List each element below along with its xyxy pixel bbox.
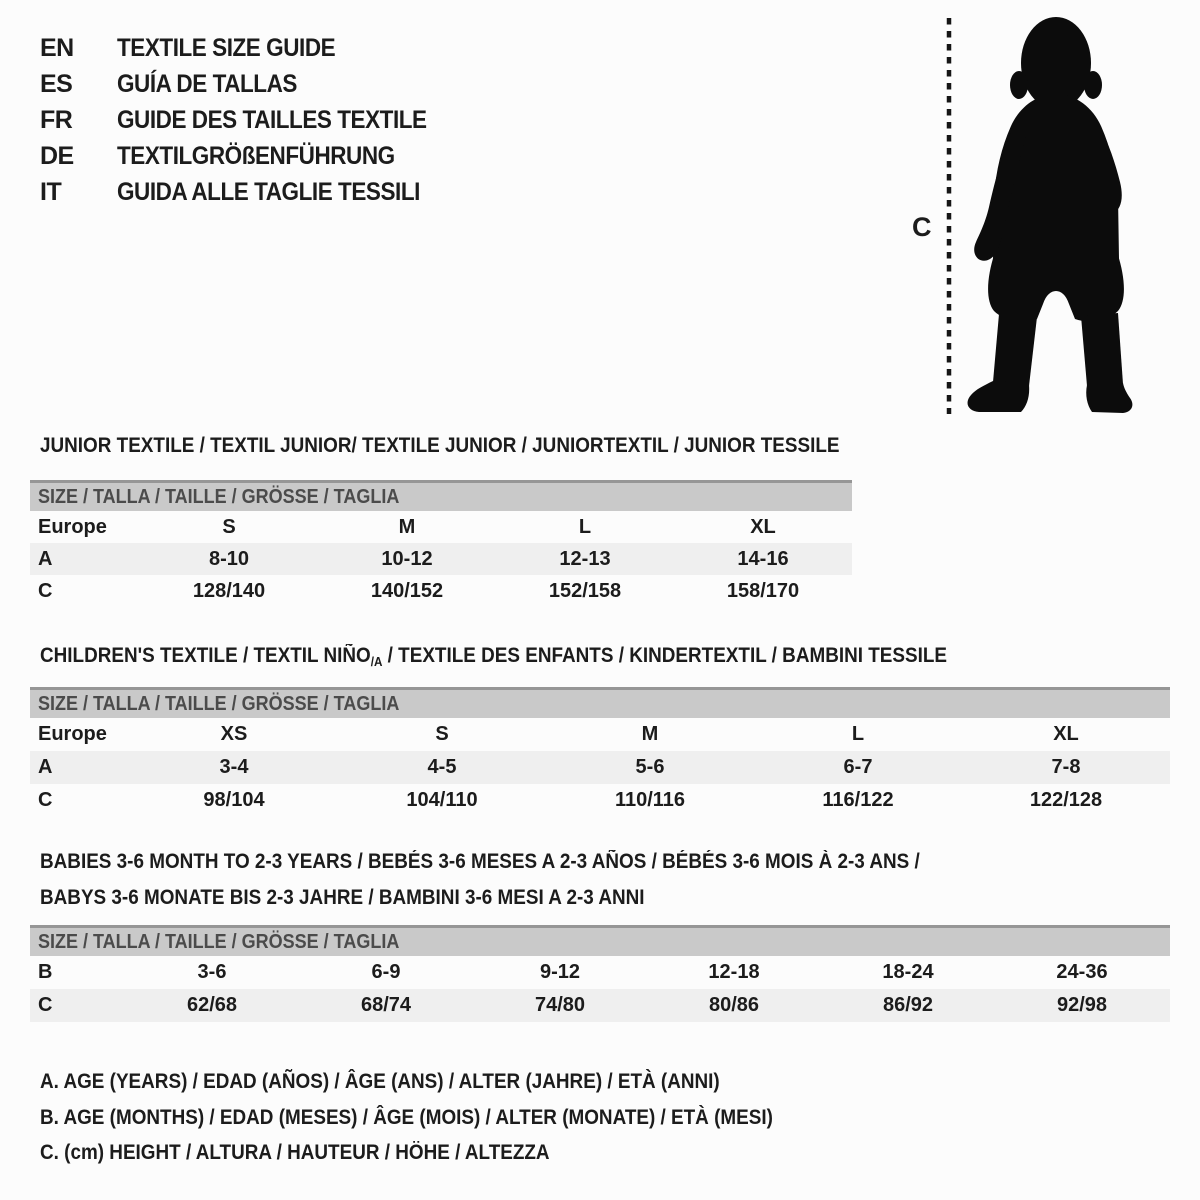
toddler-silhouette-shape: [968, 17, 1133, 413]
row-label: C: [38, 994, 53, 1016]
lang-row-en: [40, 30, 461, 66]
row-label: A: [38, 548, 53, 570]
toddler-silhouette-icon: [935, 14, 1140, 418]
children-size-table: [30, 687, 1170, 817]
row-label: Europe: [38, 516, 107, 538]
size-value-cell: 3-6: [197, 961, 227, 983]
size-value-cell: 24-36: [1056, 961, 1108, 983]
size-value-cell: 6-9: [371, 961, 401, 983]
row-label: C: [38, 789, 53, 811]
size-value-cell: XL: [1053, 723, 1079, 745]
size-value-cell: 104/110: [406, 789, 478, 811]
babies-section-title-line2: [40, 885, 712, 911]
row-label: C: [38, 580, 53, 602]
size-value-cell: M: [641, 723, 659, 745]
size-value-cell: 5-6: [635, 756, 665, 778]
babies-title-line2-text: BABYS 3-6 MONATE BIS 2-3 JAHRE / BAMBINI 3-6 MESI A 2-3 ANNI: [40, 886, 645, 909]
children-size-header-text: SIZE / TALLA / TAILLE / GRÖSSE / TAGLIA: [38, 693, 400, 715]
babies-size-header-text: SIZE / TALLA / TAILLE / GRÖSSE / TAGLIA: [38, 931, 400, 953]
babies-title-line1-text: BABIES 3-6 MONTH TO 2-3 YEARS / BEBÉS 3-6 MESES A 2-3 AÑOS / BÉBÉS 3-6 MOIS À 2-3 ANS /: [40, 850, 920, 873]
size-value-cell: 7-8: [1051, 756, 1081, 778]
babies-row-months: [30, 956, 1170, 989]
junior-section-title: [40, 433, 928, 459]
children-title-post: / TEXTILE DES ENFANTS / KINDERTEXTIL / BAMBINI TESSILE: [382, 644, 948, 667]
lang-title-en: TEXTILE SIZE GUIDE: [117, 33, 336, 62]
row-label: B: [38, 961, 53, 983]
children-section-title: [40, 643, 1048, 675]
lang-code-it: IT: [40, 177, 62, 206]
size-value-cell: 92/98: [1056, 994, 1108, 1016]
lang-code-fr: FR: [40, 105, 73, 134]
lang-row-it: [40, 174, 461, 210]
size-value-cell: 62/68: [186, 994, 238, 1016]
babies-size-table: [30, 925, 1170, 1022]
babies-size-header-bar: [30, 925, 1170, 956]
size-value-cell: 140/152: [370, 580, 444, 602]
size-value-cell: 98/104: [203, 789, 265, 811]
size-value-cell: 4-5: [427, 756, 457, 778]
size-value-cell: 10-12: [381, 548, 433, 570]
size-value-cell: 12-13: [559, 548, 611, 570]
lang-code-de: DE: [40, 141, 74, 170]
lang-title-es: GUÍA DE TALLAS: [117, 69, 297, 98]
junior-section-title-text: JUNIOR TEXTILE / TEXTIL JUNIOR/ TEXTILE JUNIOR / JUNIORTEXTIL / JUNIOR TESSILE: [40, 434, 840, 457]
legend-age-years-text: A. AGE (YEARS) / EDAD (AÑOS) / ÂGE (ANS) / ALTER (JAHRE) / ETÀ (ANNI): [40, 1070, 720, 1093]
children-row-height: [30, 784, 1170, 817]
children-section-title-text: [40, 643, 947, 675]
lang-title-de: TEXTILGRÖßENFÜHRUNG: [117, 141, 395, 170]
babies-section-title-line1: [40, 849, 1018, 875]
children-row-age: [30, 751, 1170, 784]
size-value-cell: 122/128: [1029, 789, 1103, 811]
legend-height-cm-text: C. (cm) HEIGHT / ALTURA / HAUTEUR / HÖHE / ALTEZZA: [40, 1141, 550, 1164]
size-value-cell: 9-12: [539, 961, 581, 983]
size-value-cell: S: [222, 516, 236, 538]
size-value-cell: 158/170: [726, 580, 800, 602]
size-value-cell: 80/86: [708, 994, 760, 1016]
size-value-cell: L: [851, 723, 865, 745]
size-value-cell: 18-24: [882, 961, 934, 983]
legend-height-cm: [40, 1141, 606, 1165]
babies-row-height: [30, 989, 1170, 1022]
size-value-cell: 128/140: [192, 580, 266, 602]
height-measure-label: C: [912, 212, 932, 242]
children-title-subscript: /A: [370, 654, 383, 669]
legend-age-months-text: B. AGE (MONTHS) / EDAD (MESES) / ÂGE (MOIS) / ALTER (MONATE) / ETÀ (MESI): [40, 1106, 773, 1129]
size-value-cell: 152/158: [548, 580, 622, 602]
lang-row-fr: [40, 102, 461, 138]
legend-age-years: [40, 1070, 795, 1094]
junior-size-table: [30, 480, 852, 607]
size-value-cell: 8-10: [208, 548, 250, 570]
children-row-europe: [30, 718, 1170, 751]
junior-row-europe: [30, 511, 852, 543]
children-title-pre: CHILDREN'S TEXTILE / TEXTIL NIÑO: [40, 644, 371, 667]
size-value-cell: 3-4: [219, 756, 249, 778]
lang-title-fr: GUIDE DES TAILLES TEXTILE: [117, 105, 427, 134]
children-size-header-bar: [30, 687, 1170, 718]
lang-title-it: GUIDA ALLE TAGLIE TESSILI: [117, 177, 420, 206]
size-value-cell: 86/92: [882, 994, 934, 1016]
lang-row-de: [40, 138, 461, 174]
size-value-cell: M: [398, 516, 416, 538]
size-value-cell: XS: [220, 723, 248, 745]
junior-size-header-bar: [30, 480, 852, 511]
size-value-cell: 110/116: [614, 789, 686, 811]
language-title-list: [40, 30, 461, 210]
size-value-cell: 116/122: [822, 789, 894, 811]
size-value-cell: 12-18: [708, 961, 760, 983]
junior-row-height: [30, 575, 852, 607]
junior-row-age: [30, 543, 852, 575]
size-value-cell: S: [435, 723, 449, 745]
size-value-cell: 74/80: [534, 994, 586, 1016]
size-value-cell: 68/74: [360, 994, 412, 1016]
junior-size-header-text: SIZE / TALLA / TAILLE / GRÖSSE / TAGLIA: [38, 486, 400, 508]
size-value-cell: XL: [750, 516, 776, 538]
lang-row-es: [40, 66, 461, 102]
size-value-cell: 6-7: [843, 756, 873, 778]
size-value-cell: L: [578, 516, 592, 538]
lang-code-es: ES: [40, 69, 73, 98]
size-value-cell: 14-16: [737, 548, 789, 570]
row-label: Europe: [38, 723, 107, 745]
row-label: A: [38, 756, 53, 778]
lang-code-en: EN: [40, 33, 74, 62]
legend-age-months: [40, 1106, 854, 1130]
